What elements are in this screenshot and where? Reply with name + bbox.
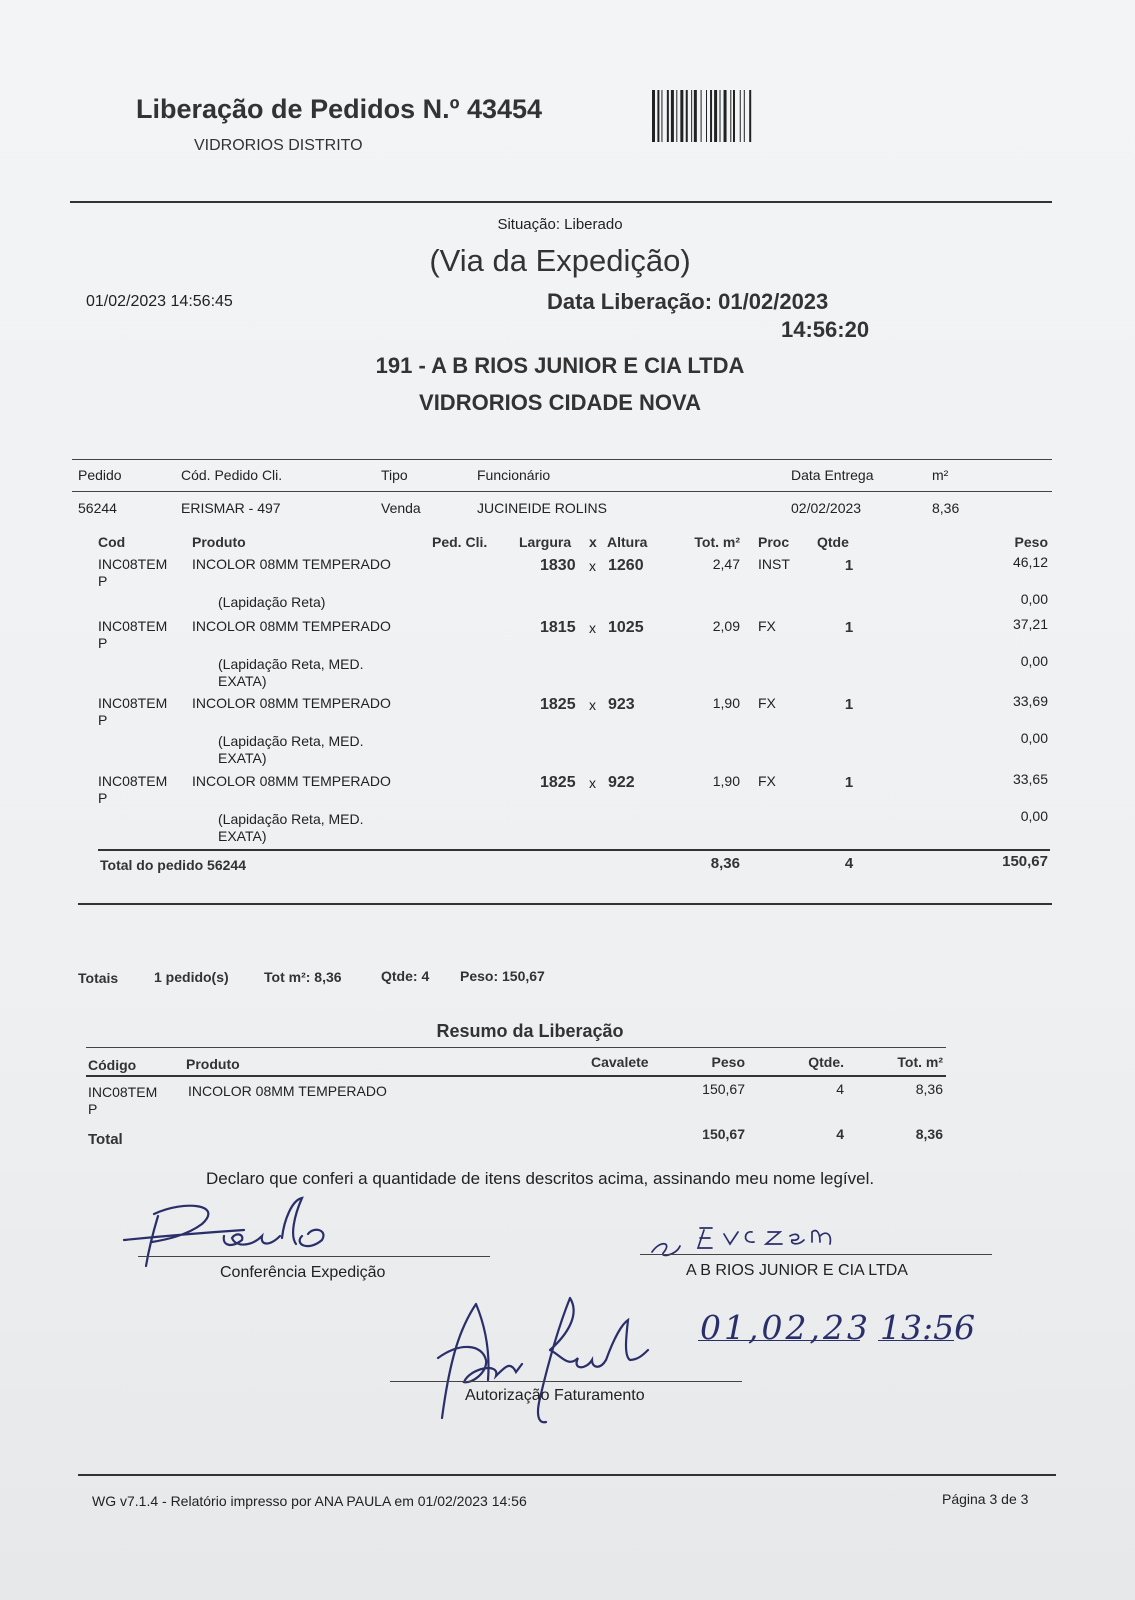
barcode-bar bbox=[744, 90, 745, 142]
item-peso: 46,12 bbox=[1012, 554, 1048, 570]
items-col-ped-cli: Ped. Cli. bbox=[432, 534, 488, 550]
totais-qtde: Qtde: 4 bbox=[381, 968, 430, 984]
order-funcionario: JUCINEIDE ROLINS bbox=[477, 500, 607, 516]
item-cod-cont: P bbox=[98, 573, 108, 589]
item-largura: 1825 bbox=[540, 774, 576, 791]
item-altura: 1025 bbox=[608, 619, 644, 636]
barcode-bar bbox=[740, 90, 741, 142]
item-x: x bbox=[589, 558, 596, 574]
resumo-col-tot-m2: Tot. m² bbox=[897, 1054, 943, 1070]
signature-autorizacao bbox=[430, 1298, 670, 1428]
client-name: 191 - A B RIOS JUNIOR E CIA LTDA bbox=[375, 353, 745, 378]
resumo-row-tot-m2: 8,36 bbox=[915, 1081, 943, 1097]
resumo-total-tot-m2: 8,36 bbox=[915, 1126, 943, 1142]
item-obs-peso: 0,00 bbox=[1020, 653, 1048, 669]
col-tipo: Tipo bbox=[381, 467, 408, 483]
order-m2: 8,36 bbox=[932, 500, 960, 516]
item-cod: INC08TEM bbox=[98, 618, 168, 634]
order-total-qtde: 4 bbox=[844, 855, 854, 872]
barcode-bar bbox=[676, 90, 677, 142]
conferencia-line bbox=[138, 1256, 490, 1257]
item-peso: 33,69 bbox=[1012, 693, 1048, 709]
item-cod-cont: P bbox=[98, 712, 108, 728]
resumo-col-codigo: Código bbox=[88, 1057, 137, 1073]
item-obs-peso: 0,00 bbox=[1020, 808, 1048, 824]
item-proc: FX bbox=[758, 695, 776, 711]
order-header-bottom-rule bbox=[72, 491, 1052, 492]
item-largura: 1830 bbox=[540, 557, 576, 574]
handwritten-time: 13:56 bbox=[880, 1308, 976, 1347]
autorizacao-line bbox=[390, 1381, 742, 1382]
resumo-col-qtde: Qtde. bbox=[808, 1054, 844, 1070]
barcode-bar bbox=[720, 90, 721, 142]
item-obs-peso: 0,00 bbox=[1020, 591, 1048, 607]
item-tot-m2: 2,47 bbox=[712, 556, 740, 572]
data-liberacao-time: 14:56:20 bbox=[781, 317, 870, 342]
situacao-text: Situação: Liberado bbox=[497, 216, 623, 233]
item-tot-m2: 1,90 bbox=[712, 695, 740, 711]
footer-right: Página 3 de 3 bbox=[942, 1491, 1029, 1507]
resumo-total-peso: 150,67 bbox=[702, 1126, 745, 1142]
barcode-bar bbox=[710, 90, 712, 142]
barcode-bar bbox=[694, 90, 697, 142]
item-cod: INC08TEM bbox=[98, 773, 168, 789]
item-obs-peso: 0,00 bbox=[1020, 730, 1048, 746]
items-col-peso: Peso bbox=[1014, 534, 1048, 550]
footer-rule bbox=[78, 1474, 1056, 1476]
items-col-x: x bbox=[589, 534, 597, 550]
barcode-bar bbox=[724, 90, 727, 142]
resumo-total-label: Total bbox=[88, 1131, 123, 1148]
header-rule bbox=[70, 201, 1052, 203]
resumo-top-rule bbox=[86, 1047, 946, 1048]
item-qtde: 1 bbox=[844, 557, 854, 574]
cliente-label: A B RIOS JUNIOR E CIA LTDA bbox=[686, 1262, 908, 1279]
handwritten-time-underline bbox=[878, 1340, 954, 1341]
item-qtde: 1 bbox=[844, 619, 854, 636]
item-altura: 922 bbox=[608, 774, 635, 791]
barcode-bar bbox=[686, 90, 688, 142]
item-largura: 1815 bbox=[540, 619, 576, 636]
resumo-col-produto: Produto bbox=[186, 1056, 240, 1072]
via-title: (Via da Expedição) bbox=[429, 243, 691, 278]
item-cod: INC08TEM bbox=[98, 556, 168, 572]
handwritten-date-underline bbox=[698, 1340, 860, 1341]
item-produto: INCOLOR 08MM TEMPERADO bbox=[192, 556, 391, 572]
barcode-bar bbox=[657, 90, 659, 142]
footer-left: WG v7.1.4 - Relatório impresso por ANA PAULA em 01/02/2023 14:56 bbox=[92, 1493, 527, 1509]
item-proc: INST bbox=[758, 556, 790, 572]
item-obs: (Lapidação Reta) bbox=[218, 594, 326, 610]
barcode-bar bbox=[680, 90, 683, 142]
conferencia-label: Conferência Expedição bbox=[220, 1264, 386, 1281]
barcode-bar bbox=[667, 90, 669, 142]
resumo-total-qtde: 4 bbox=[836, 1126, 844, 1142]
item-x: x bbox=[589, 697, 596, 713]
resumo-header-rule bbox=[86, 1075, 946, 1077]
col-cod-pedido-cli: Cód. Pedido Cli. bbox=[181, 467, 283, 483]
item-peso: 33,65 bbox=[1012, 771, 1048, 787]
order-total-rule bbox=[98, 849, 1050, 851]
order-total-m2: 8,36 bbox=[710, 855, 740, 872]
resumo-row-qtde: 4 bbox=[836, 1081, 844, 1097]
autorizacao-label: Autorização Faturamento bbox=[465, 1387, 645, 1404]
barcode-bar bbox=[749, 90, 751, 142]
barcode-bar bbox=[652, 90, 655, 142]
order-total-peso: 150,67 bbox=[1002, 853, 1048, 870]
items-col-largura: Largura bbox=[519, 534, 572, 550]
item-x: x bbox=[589, 620, 596, 636]
barcode-bar bbox=[706, 90, 707, 142]
item-qtde: 1 bbox=[844, 696, 854, 713]
order-tipo: Venda bbox=[381, 500, 421, 516]
totais-label: Totais bbox=[78, 970, 119, 986]
barcode-bar bbox=[691, 90, 692, 142]
item-obs: (Lapidação Reta, MED. bbox=[218, 811, 364, 827]
order-header-top-rule bbox=[72, 459, 1052, 460]
item-proc: FX bbox=[758, 773, 776, 789]
barcode-bar bbox=[730, 90, 731, 142]
totais-pedidos: 1 pedido(s) bbox=[154, 969, 229, 985]
totais-m2: Tot m²: 8,36 bbox=[264, 969, 342, 985]
items-col-proc: Proc bbox=[758, 534, 790, 550]
item-proc: FX bbox=[758, 618, 776, 634]
col-m2: m² bbox=[932, 467, 949, 483]
order-block-bottom-rule bbox=[78, 903, 1052, 905]
resumo-row-cod-b: P bbox=[88, 1101, 98, 1117]
col-pedido: Pedido bbox=[78, 467, 122, 483]
order-pedido: 56244 bbox=[78, 500, 117, 516]
item-tot-m2: 1,90 bbox=[712, 773, 740, 789]
data-liberacao: Data Liberação: 01/02/2023 bbox=[547, 289, 829, 314]
order-data-entrega: 02/02/2023 bbox=[791, 500, 862, 516]
item-largura: 1825 bbox=[540, 696, 576, 713]
item-obs-cont: EXATA) bbox=[218, 750, 267, 766]
barcode-bar bbox=[661, 90, 662, 142]
item-tot-m2: 2,09 bbox=[712, 618, 740, 634]
resumo-row-produto: INCOLOR 08MM TEMPERADO bbox=[188, 1083, 387, 1099]
client-store: VIDRORIOS CIDADE NOVA bbox=[419, 390, 701, 415]
item-x: x bbox=[589, 775, 596, 791]
item-qtde: 1 bbox=[844, 774, 854, 791]
report-title: Liberação de Pedidos N.º 43454 bbox=[136, 94, 543, 124]
barcode-bar bbox=[701, 90, 702, 142]
item-obs: (Lapidação Reta, MED. bbox=[218, 733, 364, 749]
item-produto: INCOLOR 08MM TEMPERADO bbox=[192, 773, 391, 789]
order-total-label: Total do pedido 56244 bbox=[100, 857, 246, 873]
resumo-row-peso: 150,67 bbox=[702, 1081, 745, 1097]
report-subtitle: VIDRORIOS DISTRITO bbox=[194, 137, 363, 154]
items-col-tot-m2: Tot. m² bbox=[694, 534, 740, 550]
declaration-text: Declaro que conferi a quantidade de itens descritos acima, assinando meu nome legível. bbox=[206, 1169, 875, 1188]
col-funcionario: Funcionário bbox=[477, 467, 551, 483]
barcode-bar bbox=[714, 90, 717, 142]
resumo-col-cavalete: Cavalete bbox=[591, 1054, 649, 1070]
barcode bbox=[652, 90, 824, 142]
barcode-bar bbox=[671, 90, 674, 142]
resumo-col-peso: Peso bbox=[711, 1054, 745, 1070]
item-altura: 923 bbox=[608, 696, 635, 713]
cliente-line bbox=[640, 1254, 992, 1255]
order-cod-cli: ERISMAR - 497 bbox=[181, 500, 281, 516]
item-cod-cont: P bbox=[98, 635, 108, 651]
barcode-bar bbox=[733, 90, 735, 142]
item-produto: INCOLOR 08MM TEMPERADO bbox=[192, 695, 391, 711]
signature-cliente bbox=[650, 1222, 850, 1262]
items-col-altura: Altura bbox=[607, 534, 648, 550]
resumo-title: Resumo da Liberação bbox=[436, 1021, 624, 1041]
item-obs-cont: EXATA) bbox=[218, 673, 267, 689]
print-datetime: 01/02/2023 14:56:45 bbox=[86, 293, 233, 310]
handwritten-date: 01,02,23 bbox=[700, 1308, 871, 1347]
col-data-entrega: Data Entrega bbox=[791, 467, 874, 483]
item-cod-cont: P bbox=[98, 790, 108, 806]
items-col-produto: Produto bbox=[192, 534, 246, 550]
item-altura: 1260 bbox=[608, 557, 644, 574]
items-col-cod: Cod bbox=[98, 534, 126, 550]
item-obs: (Lapidação Reta, MED. bbox=[218, 656, 364, 672]
item-produto: INCOLOR 08MM TEMPERADO bbox=[192, 618, 391, 634]
totais-peso: Peso: 150,67 bbox=[460, 968, 545, 984]
resumo-row-cod-a: INC08TEM bbox=[88, 1084, 158, 1100]
item-obs-cont: EXATA) bbox=[218, 828, 267, 844]
items-col-qtde: Qtde bbox=[817, 534, 849, 550]
item-cod: INC08TEM bbox=[98, 695, 168, 711]
item-peso: 37,21 bbox=[1012, 616, 1048, 632]
